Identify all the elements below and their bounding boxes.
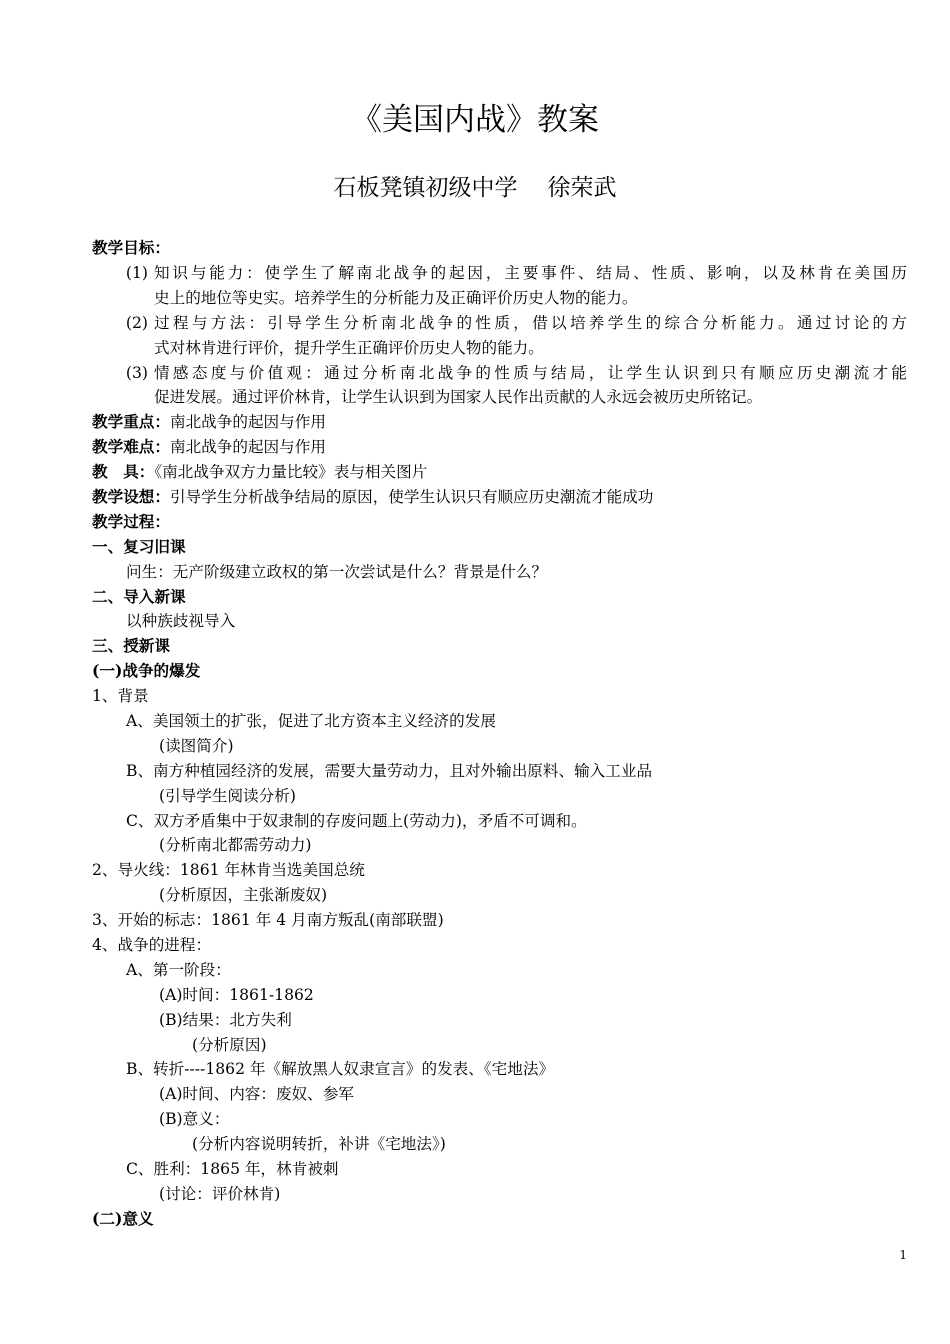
objective-item-continued — [92, 286, 907, 311]
objective-line: 史上的地位等史实。培养学生的分析能力及正确评价历史人物的能力。 — [154, 288, 638, 307]
difficulty-label: 教学难点： — [92, 437, 170, 457]
outline-note: (讨论：评价林肯) — [159, 1184, 281, 1203]
outline-item: 1、背景 — [92, 687, 149, 706]
objective-line: 式对林肯进行评价，提升学生正确评价历史人物的能力。 — [154, 338, 544, 357]
outline-item: (B)结果：北方失利 — [159, 1010, 292, 1029]
subsection-heading-significance: (二)意义 — [92, 1208, 154, 1228]
difficulty-text: 南北战争的起因与作用 — [169, 438, 326, 457]
teaching-tools — [92, 460, 907, 485]
school-name: 石板凳镇初级中学 — [333, 175, 518, 201]
focus-label: 教学重点： — [92, 412, 170, 432]
outline-item: A、美国领土的扩张，促进了北方资本主义经济的发展 — [126, 712, 496, 731]
design-text: 引导学生分析战争结局的原因，使学生认识只有顺应历史潮流才能成功 — [169, 488, 654, 506]
subsection-heading-outbreak: (一)战争的爆发 — [92, 661, 201, 681]
outline-item: B、转折----1862 年《解放黑人奴隶宣言》的发表、《宅地法》 — [126, 1060, 555, 1079]
outline-note: (分析南北都需劳动力) — [159, 836, 312, 855]
objectives-label: 教学目标： — [92, 238, 170, 257]
design-label: 教学设想： — [92, 487, 170, 506]
page-title: 《美国内战》教案 — [351, 102, 599, 138]
tools-text: 《南北战争双方力量比较》表与相关图片 — [154, 463, 428, 482]
outline-item: (B)意义： — [159, 1110, 230, 1129]
author-name: 徐荣武 — [547, 175, 617, 201]
outline-note: (分析原因，主张渐废奴) — [159, 886, 328, 905]
document-body — [92, 236, 907, 1232]
page-number: 1 — [899, 1248, 907, 1262]
outline-item: (A)时间、内容：废奴、参军 — [159, 1085, 354, 1104]
objective-number: (1) — [125, 263, 148, 282]
objective-item — [92, 361, 907, 386]
focus-text: 南北战争的起因与作用 — [169, 413, 326, 432]
outline-item: C、胜利：1865 年，林肯被刺 — [126, 1160, 339, 1179]
section-heading-intro: 二、导入新课 — [92, 586, 186, 606]
outline-note: (读图简介) — [159, 736, 234, 755]
outline-item: 4、战争的进程： — [92, 936, 212, 955]
outline-item: B、南方种植园经济的发展，需要大量劳动力，且对外输出原料、输入工业品 — [126, 761, 653, 780]
outline-note: (分析内容说明转折，补讲《宅地法》) — [192, 1135, 446, 1154]
objective-number: (2) — [125, 313, 148, 332]
objective-item — [92, 261, 907, 286]
section-heading-new-lesson: 三、授新课 — [92, 636, 170, 656]
objective-line: 促进发展。通过评价林肯，让学生认识到为国家人民作出贡献的人永远会被历史所铭记。 — [154, 388, 763, 407]
teaching-difficulty — [92, 435, 907, 460]
objective-line: 过程与方法：引导学生分析南北战争的性质，借以培养学生的综合分析能力。通过讨论的方 — [154, 313, 907, 332]
objective-item-continued — [92, 336, 907, 361]
outline-note: (引导学生阅读分析) — [159, 786, 296, 805]
outline-item: 3、开始的标志：1861 年 4 月南方叛乱(南部联盟) — [92, 911, 444, 930]
intro-text: 以种族歧视导入 — [126, 612, 236, 631]
outline-item: C、双方矛盾集中于奴隶制的存废问题上(劳动力)，矛盾不可调和。 — [126, 811, 587, 830]
subtitle — [0, 171, 950, 205]
teaching-focus — [92, 410, 907, 435]
outline-item: A、第一阶段： — [126, 960, 231, 979]
outline-item: (A)时间：1861-1862 — [159, 985, 314, 1004]
objective-line: 知识与能力：使学生了解南北战争的起因，主要事件、结局、性质、影响，以及林肯在美国历 — [154, 263, 907, 282]
outline-item: 2、导火线：1861 年林肯当选美国总统 — [92, 861, 365, 880]
outline-note: (分析原因) — [192, 1035, 267, 1054]
review-text: 问生：无产阶级建立政权的第一次尝试是什么？背景是什么？ — [126, 562, 548, 581]
objective-item-continued — [92, 385, 907, 410]
teaching-design — [92, 485, 907, 510]
process-label: 教学过程： — [92, 511, 170, 531]
objective-item — [92, 311, 907, 336]
tools-label: 教 具： — [92, 462, 155, 482]
section-heading-review: 一、复习旧课 — [92, 536, 186, 556]
objective-line: 情感态度与价值观：通过分析南北战争的性质与结局，让学生认识到只有顺应历史潮流才能 — [154, 363, 907, 382]
objective-number: (3) — [125, 363, 148, 382]
